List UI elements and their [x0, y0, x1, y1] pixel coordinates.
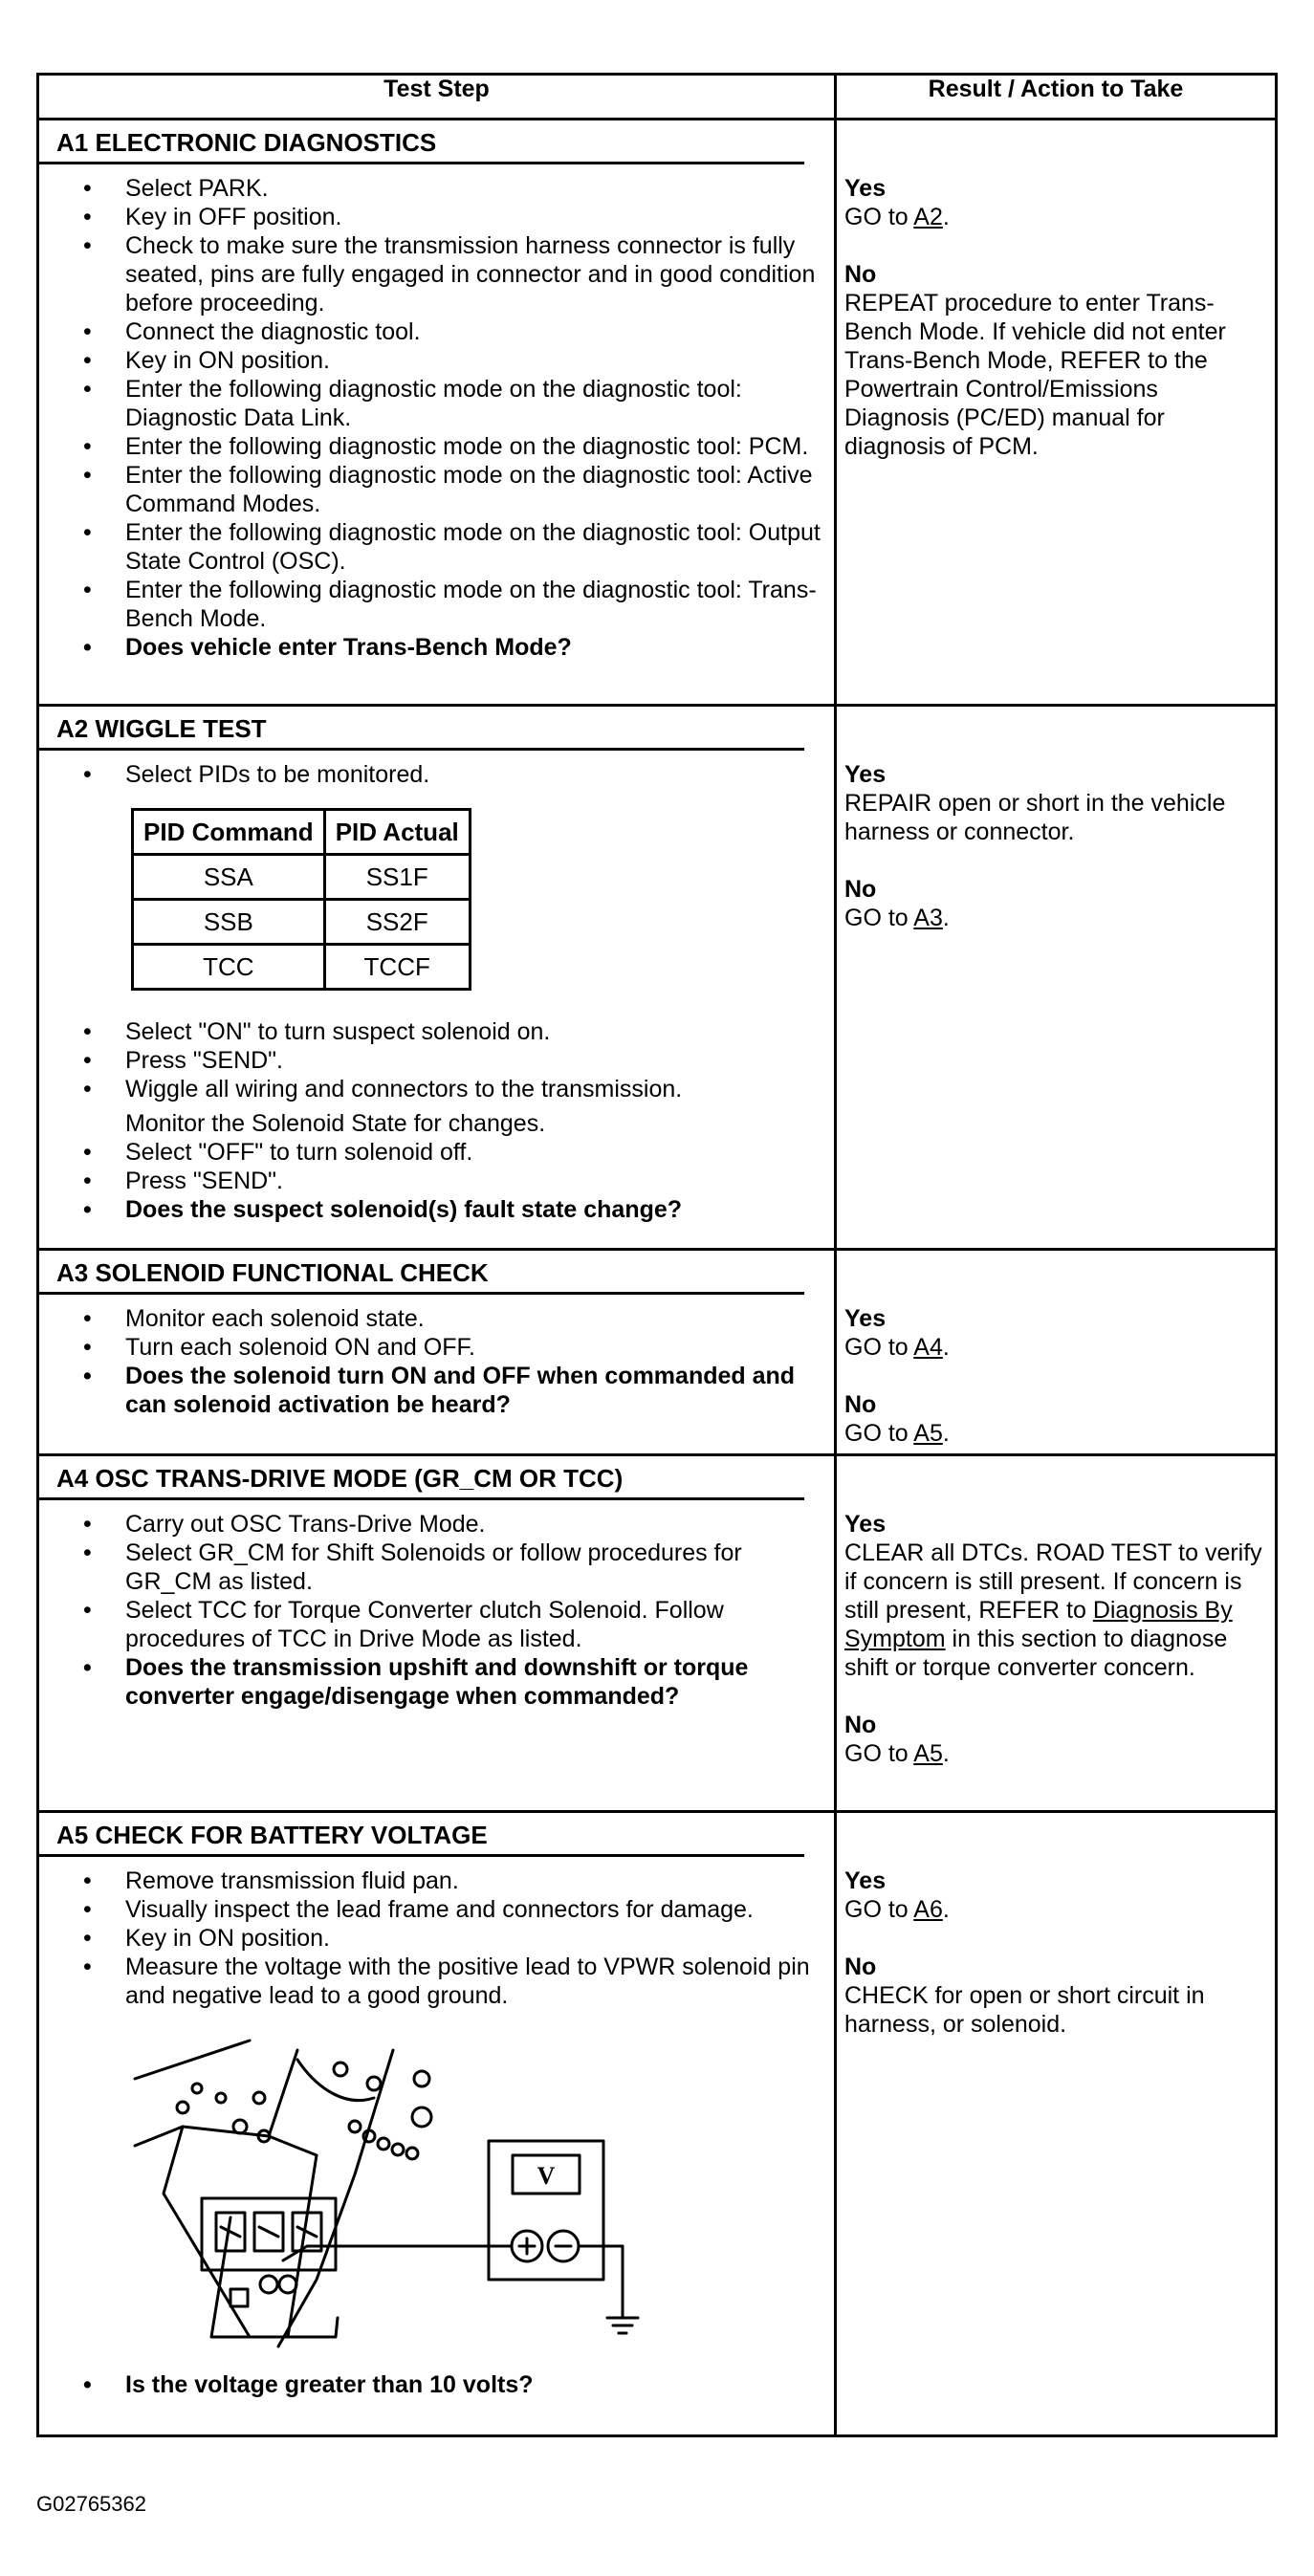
pid-header-command: PID Command	[133, 810, 325, 855]
diagnostic-table-sheet	[36, 73, 1275, 2437]
section-title: A4 OSC TRANS-DRIVE MODE (GR_CM OR TCC)	[39, 1456, 804, 1500]
step-list	[39, 1017, 834, 1224]
link-a5[interactable]: A5	[913, 1420, 943, 1447]
no-text: REPEAT procedure to enter Trans-Bench Mode. If vehicle did not enter Trans-Bench Mode, REFER to the Powertrain Control/Emissions Diagnosis (PC/ED) manual for diagnosis of PCM.	[844, 290, 1226, 460]
step-list	[39, 760, 834, 789]
result-block: Yes CLEAR all DTCs. ROAD TEST to verify if concern is still present. If concern is still present, REFER to Diagnosis By Symptom in this section to diagnose shift or torque converter concern. No GO to A5.	[837, 1456, 1275, 1774]
no-text: CHECK for open or short circuit in harness, or solenoid.	[844, 1982, 1205, 2038]
step-list	[39, 1867, 834, 2010]
step-item: • Select PARK.	[76, 174, 822, 203]
step-question: • Is the voltage greater than 10 volts?	[76, 2370, 822, 2399]
section-a1	[38, 120, 1277, 706]
yes-label: Yes	[844, 1867, 887, 1894]
step-list	[39, 1304, 834, 1419]
step-item: • Enter the following diagnostic mode on the diagnostic tool: PCM.	[76, 432, 822, 461]
section-a4	[38, 1455, 1277, 1812]
step-item: • Connect the diagnostic tool.	[76, 317, 822, 346]
section-title: A5 CHECK FOR BATTERY VOLTAGE	[39, 1813, 804, 1857]
header-result-action: Result / Action to Take	[836, 75, 1277, 120]
step-question: • Does the solenoid turn ON and OFF when commanded and can solenoid activation be heard?	[76, 1362, 822, 1419]
diagnostic-table	[36, 73, 1278, 2437]
yes-label: Yes	[844, 761, 887, 788]
no-text: GO to	[844, 1420, 909, 1447]
step-note: Monitor the Solenoid State for changes.	[125, 1110, 546, 1137]
yes-label: Yes	[844, 1511, 887, 1538]
step-list	[39, 2370, 834, 2399]
step-item: • Select TCC for Torque Converter clutch Solenoid. Follow procedures of TCC in Drive Mode as listed.	[76, 1596, 822, 1653]
result-block: Yes GO to A6. No CHECK for open or short circuit in harness, or solenoid.	[837, 1813, 1275, 2044]
step-question: • Does vehicle enter Trans-Bench Mode?	[76, 633, 822, 662]
link-a4[interactable]: A4	[913, 1334, 943, 1361]
meter-label: V	[537, 2162, 556, 2190]
no-label: No	[844, 261, 877, 288]
section-title: A2 WIGGLE TEST	[39, 707, 804, 751]
no-label: No	[844, 1391, 877, 1418]
yes-label: Yes	[844, 1305, 887, 1332]
step-item: • Visually inspect the lead frame and connectors for damage.	[76, 1895, 822, 1924]
yes-text: REPAIR open or short in the vehicle harness or connector.	[844, 790, 1226, 845]
pid-table	[131, 808, 471, 991]
link-a3[interactable]: A3	[913, 905, 943, 931]
step-item: • Enter the following diagnostic mode on the diagnostic tool: Diagnostic Data Link.	[76, 375, 822, 432]
step-item: • Enter the following diagnostic mode on the diagnostic tool: Output State Control (OSC).	[76, 518, 822, 576]
step-question: • Does the transmission upshift and downshift or torque converter engage/disengage when commanded?	[76, 1653, 822, 1711]
pid-cell: SSB	[133, 900, 325, 945]
yes-text: CLEAR all DTCs. ROAD TEST to verify if concern is still present. If concern is still present, REFER to	[844, 1539, 1262, 1624]
step-item: • Turn each solenoid ON and OFF.	[76, 1333, 822, 1362]
link-a5[interactable]: A5	[913, 1740, 943, 1767]
no-label: No	[844, 876, 877, 903]
no-label: No	[844, 1712, 877, 1738]
step-item: • Key in OFF position.	[76, 203, 822, 231]
step-item: • Wiggle all wiring and connectors to the transmission.	[76, 1075, 822, 1103]
yes-text: GO to	[844, 1896, 909, 1923]
section-title: A3 SOLENOID FUNCTIONAL CHECK	[39, 1251, 804, 1295]
pid-cell: SSA	[133, 855, 325, 900]
step-item: • Press "SEND".	[76, 1046, 822, 1075]
figure-id: G02765362	[36, 2492, 146, 2516]
pid-cell: SS1F	[324, 855, 470, 900]
link-diagnosis-by-symptom[interactable]: Diagnosis By Symptom	[844, 1597, 1233, 1652]
step-item: • Remove transmission fluid pan.	[76, 1867, 822, 1895]
pid-header-actual: PID Actual	[324, 810, 470, 855]
step-item: • Enter the following diagnostic mode on the diagnostic tool: Trans-Bench Mode.	[76, 576, 822, 633]
link-a2[interactable]: A2	[913, 204, 943, 230]
pid-cell: TCC	[133, 945, 325, 990]
link-a6[interactable]: A6	[913, 1896, 943, 1923]
voltage-test-illustration	[125, 2031, 699, 2356]
pid-row	[133, 900, 471, 945]
section-a2	[38, 706, 1277, 1250]
step-item: • Select PIDs to be monitored.	[76, 760, 822, 789]
no-text: GO to	[844, 1740, 909, 1767]
section-a5	[38, 1812, 1277, 2436]
step-item: • Select GR_CM for Shift Solenoids or follow procedures for GR_CM as listed.	[76, 1539, 822, 1596]
step-item: • Carry out OSC Trans-Drive Mode.	[76, 1510, 822, 1539]
pid-row	[133, 855, 471, 900]
section-a3	[38, 1250, 1277, 1455]
section-title: A1 ELECTRONIC DIAGNOSTICS	[39, 120, 804, 164]
step-item: • Monitor each solenoid state.	[76, 1304, 822, 1333]
yes-label: Yes	[844, 175, 887, 202]
step-item: • Key in ON position.	[76, 1924, 822, 1953]
step-list	[39, 1510, 834, 1711]
header-test-step: Test Step	[38, 75, 836, 120]
pid-cell: SS2F	[324, 900, 470, 945]
step-item: • Select "ON" to turn suspect solenoid on.	[76, 1017, 822, 1046]
step-item: • Key in ON position.	[76, 346, 822, 375]
yes-text: GO to	[844, 1334, 909, 1361]
step-item: • Press "SEND".	[76, 1167, 822, 1195]
result-block: Yes GO to A4. No GO to A5.	[837, 1251, 1275, 1453]
yes-text-cont: in this section to diagnose shift or torque converter concern.	[844, 1626, 1228, 1681]
pid-row	[133, 945, 471, 990]
no-label: No	[844, 1954, 877, 1980]
step-item: • Enter the following diagnostic mode on the diagnostic tool: Active Command Modes.	[76, 461, 822, 518]
step-item: • Select "OFF" to turn solenoid off.	[76, 1138, 822, 1167]
yes-text: GO to	[844, 204, 909, 230]
step-item: • Measure the voltage with the positive lead to VPWR solenoid pin and negative lead to a good ground.	[76, 1953, 822, 2010]
no-text: GO to	[844, 905, 909, 931]
result-block: Yes GO to A2. No REPEAT procedure to enter Trans-Bench Mode. If vehicle did not enter Trans-Bench Mode, REFER to the Powertrain Control/Emissions Diagnosis (PC/ED) manual for diagnosis of PCM.	[837, 120, 1275, 467]
step-question: • Does the suspect solenoid(s) fault state change?	[76, 1195, 822, 1224]
pid-cell: TCCF	[324, 945, 470, 990]
result-block: Yes REPAIR open or short in the vehicle harness or connector. No GO to A3.	[837, 707, 1275, 938]
step-list	[39, 174, 834, 662]
step-item: • Check to make sure the transmission harness connector is fully seated, pins are fully engaged in connector and in good condition before proceeding.	[76, 231, 822, 317]
